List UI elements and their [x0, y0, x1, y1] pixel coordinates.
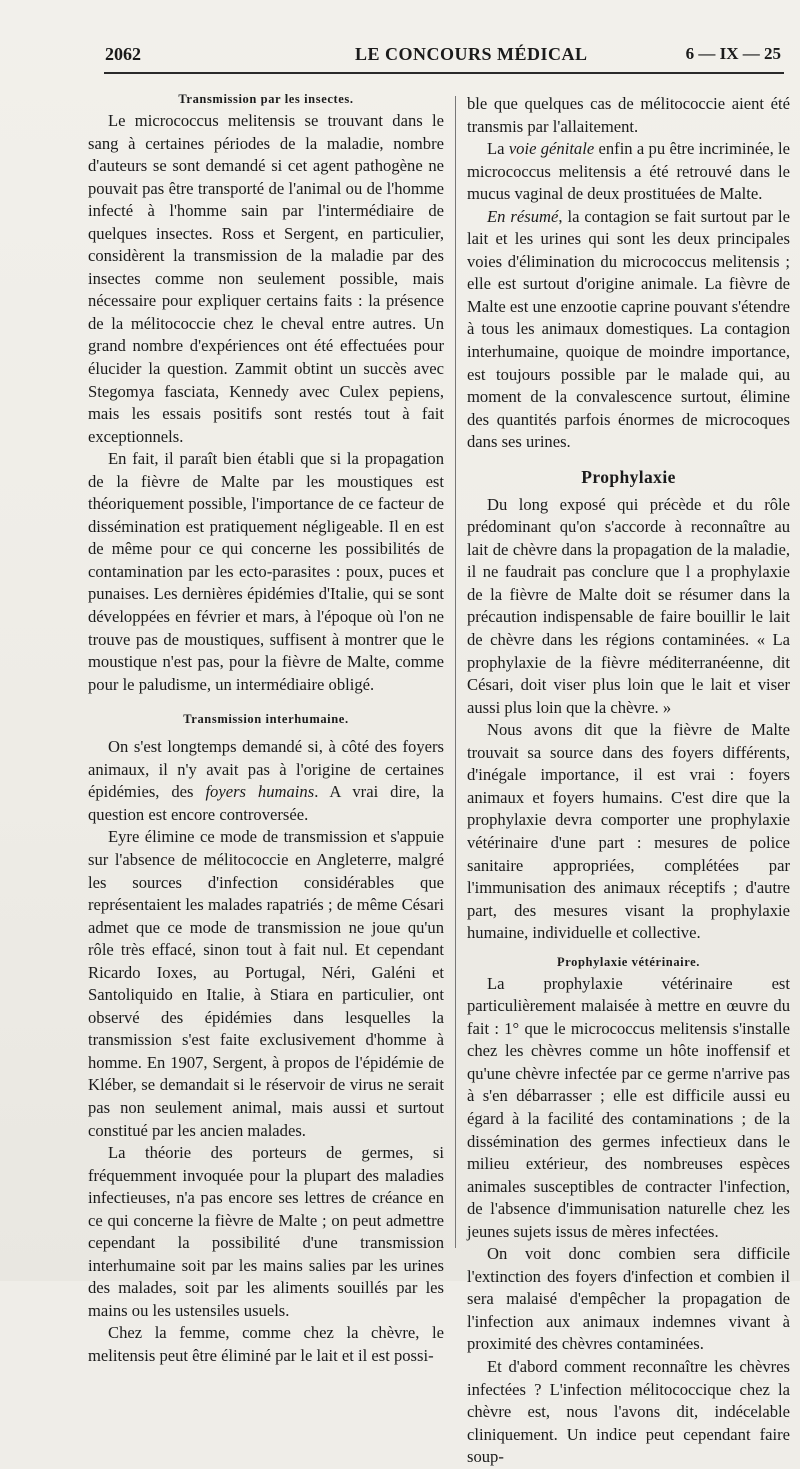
paragraph: Du long exposé qui précède et du rôle prédominant qu'on s'accorde à reconnaître au lait de chèvre dans la propagation de la maladie, il ne faudrait pas conclure que l a prophylaxie de la fièvre de Malte doit se résumer dans la précaution indispensable de faire bouillir le lait de chèvre dans les régions contaminées. « La prophylaxie de la fièvre méditerranéenne, dit Césari, doit viser plus loin que le lait et viser aussi plus loin que la chèvre. »	[467, 494, 790, 717]
heading-prophylaxie: Prophylaxie	[581, 466, 676, 487]
paragraph: Et d'abord comment reconnaître les chèvres infectées ? L'infection mélitococcique chez la chèvre est, nous l'avons dit, indécelable cliniquement. Un indice peut cependant faire soup-	[467, 1356, 790, 1467]
emphasis: foyers humains	[205, 782, 315, 802]
heading-prophylaxie-veterinaire: Prophylaxie vétérinaire.	[556, 954, 701, 969]
paragraph: Chez la femme, comme chez la chèvre, le melitensis peut être éliminé par le lait et il est possi-	[88, 1323, 444, 1365]
right-column	[467, 93, 790, 1469]
header-rule	[104, 72, 784, 74]
paragraph: La voie génitale enfin a pu être incriminée, le micrococcus melitensis a été retrouvé dans le mucus vaginal de deux prostituées de Malte.	[467, 139, 790, 204]
issue-date: 6 — IX — 25	[685, 44, 781, 63]
paragraph: ble que quelques cas de mélitococcie aient été transmis par l'allaitement.	[467, 94, 790, 136]
left-column	[88, 88, 444, 1368]
paragraph: Eyre élimine ce mode de transmission et s'appuie sur l'absence de mélitococcie en Angleterre, malgré les sources d'infection considérables que représentaient les malades rapatriés ; de même Césari admet que ce mode de transmission ne joue qu'un rôle très effacé, sinon tout à fait nul. Et cependant Ricardo Ioxes, au Portugal, Néri, Galéni et Santoliquido en Italie, à Stiara en particulier, ont observé des épidémies dans lesquelles la transmission s'est faite exclusivement d'homme à homme. En 1907, Sergent, à propos de l'épidémie de Kléber, se demandait si le réservoir de virus ne serait pas non seulement animal, mais aussi et surtout constitué par les ancien malades.	[88, 827, 444, 1140]
page-number: 2062	[105, 44, 141, 64]
heading-transmission-insectes: Transmission par les insectes.	[178, 92, 354, 106]
paragraph: Nous avons dit que la fièvre de Malte trouvait sa source dans des foyers différents, d'inégale importance, il est vrai : foyers animaux et foyers humains. C'est dire que la prophylaxie devra comporter une prophylaxie vétérinaire d'une part : mesures de police sanitaire appropriées, complétées par l'immunisation des animaux réceptifs ; d'autre part, des mesures visant la prophylaxie humaine, individuelle et collective.	[467, 720, 790, 943]
paragraph: On s'est longtemps demandé si, à côté des foyers animaux, il n'y avait pas à l'origine de certaines épidémies, des foyers humains. A vrai dire, la question est encore controversée.	[88, 737, 444, 824]
emphasis: voie génitale	[508, 139, 595, 159]
paragraph: La théorie des porteurs de germes, si fréquemment invoquée pour la plupart des maladies infectieuses, n'a pas encore ses lettres de créance en ce qui concerne la fièvre de Malte ; on peut admettre cependant la possibilité d'une transmission interhumaine soit par les mains salies par les urines des malades, soit par les aliments souillés par les mains ou les ustensiles usuels.	[88, 1143, 444, 1320]
paragraph: En résumé, la contagion se fait surtout par le lait et les urines qui sont les deux principales voies d'élimination du micrococcus melitensis ; elle est surtout d'origine animale. La fièvre de Malte est une enzootie caprine pouvant s'étendre à tous les animaux domestiques. La contagion interhumaine, quoique de moindre importance, est toujours possible par le malade qui, au moment de la convalescence surtout, élimine des quantités parfois énormes de microcoques dans ses urines.	[467, 206, 790, 452]
page-header	[105, 44, 785, 72]
paragraph: Le micrococcus melitensis se trouvant dans le sang à certaines périodes de la maladie, nombre d'auteurs se sont demandé si cet agent pathogène ne pouvait pas être transporté de l'animal ou de l'homme infecté à l'homme sain par l'intermédiaire de quelques insectes. Ross et Sergent, en particulier, considèrent la transmission de la maladie par des insectes comme non seulement possible, mais nécessaire pour expliquer certains faits : la présence de la mélitococcie chez le cheval entre autres. Un grand nombre d'expériences ont été effectuées pour élucider la question. Zammit obtint un succès avec Stegomya fasciata, Kennedy avec Culex pepiens, mais les essais positifs sont restés tout à fait exceptionnels.	[88, 111, 444, 446]
heading-transmission-interhumaine: Transmission interhumaine.	[183, 712, 349, 727]
emphasis: En résumé	[487, 206, 559, 226]
paragraph: On voit donc combien sera difficile l'extinction des foyers d'infection et combien il sera malaisé d'empêcher la propagation de l'infection aux animaux indemnes vivant à proximité des chèvres contaminées.	[467, 1244, 790, 1354]
journal-title: LE CONCOURS MÉDICAL	[355, 44, 588, 64]
column-divider	[455, 96, 456, 1248]
paragraph: La prophylaxie vétérinaire est particulièrement malaisée à mettre en œuvre du fait : 1° que le micrococcus melitensis s'installe chez les chèvres comme un hôte inoffensif et qu'une chèvre infectée par ce germe n'arrive pas à s'en débarrasser ; elle est difficile aussi eu égard à la facilité des contaminations ; de la dissémination des germes infectieux dans le milieu extérieur, des nombreuses espèces animales susceptibles de contracter l'infection, de l'absence d'immunisation naturelle chez les jeunes sujets issus de mères infectées.	[467, 973, 790, 1241]
paragraph: En fait, il paraît bien établi que si la propagation de la fièvre de Malte par les moustiques est théoriquement possible, l'importance de ce facteur de dissémination est pratiquement négligeable. Il en est de même pour ce qui concerne les possibilités de contamination par les ecto-parasites : poux, puces et punaises. Les dernières épidémies d'Italie, qui se sont développées en février et mars, à l'époque où l'on ne trouve pas de moustiques, suffisent à montrer que le moustique n'est pas, pour la fièvre de Malte, comme pour le paludisme, un intermédiaire obligé.	[88, 449, 444, 694]
